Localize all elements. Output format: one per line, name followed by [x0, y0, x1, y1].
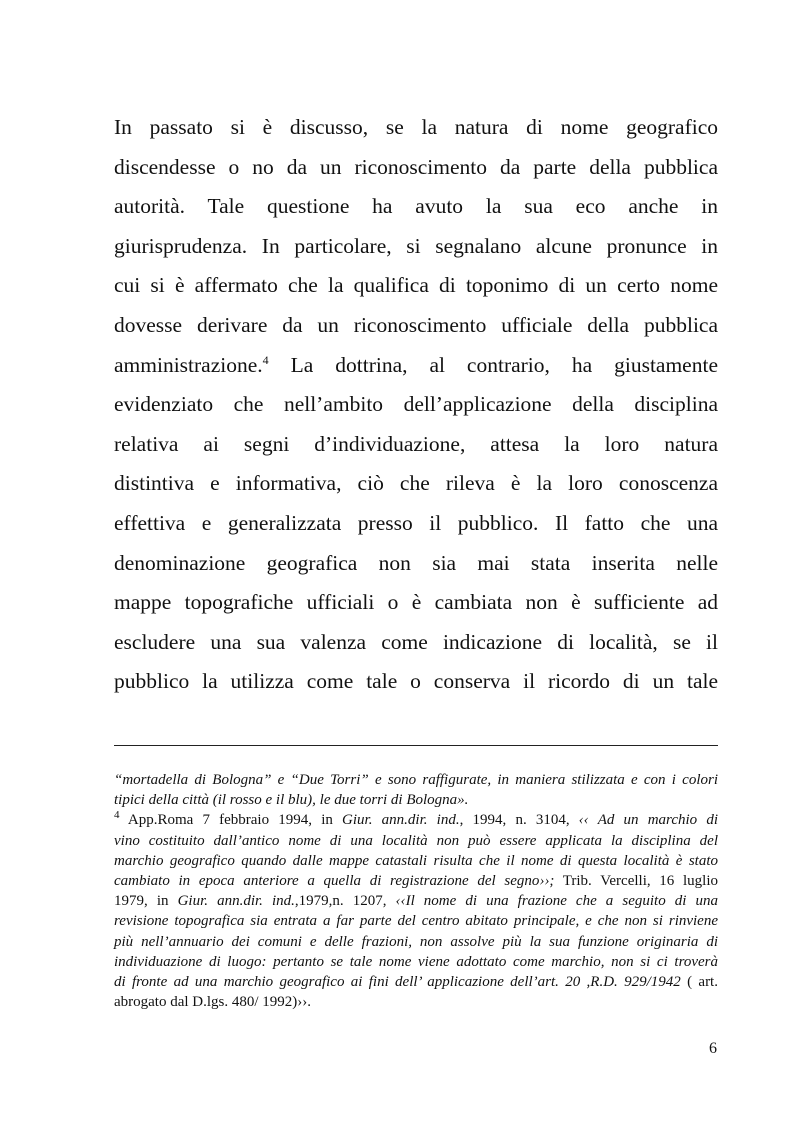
body-line: giurisprudenza. In particolare, si segnalano alcune pronunce in — [114, 233, 718, 258]
body-line: mappe topografiche ufficiali o è cambiata non è sufficiente ad — [114, 590, 718, 615]
footnote-continuation-line — [114, 790, 718, 810]
footnote-text: , 1994, n. 3104, — [459, 812, 579, 829]
body-line: denominazione geografica non sia mai stata inserita nelle — [114, 550, 718, 575]
body-line: discendesse o no da un riconoscimento da parte della pubblica — [114, 154, 718, 179]
footnote-citation: Giur. ann.dir. ind. — [177, 893, 295, 910]
footnote-4-line — [114, 851, 718, 871]
footnote-text: App.Roma 7 febbraio 1994, in — [127, 812, 343, 829]
footnote-quote: ‹‹Il nome di una frazione che a seguito di una — [395, 893, 719, 910]
footnote-4-line — [114, 972, 718, 992]
footnote-4-line — [114, 952, 718, 972]
footnote-4-line — [114, 932, 718, 952]
footnote-text: “mortadella di Bologna” e “Due Torri” e sono raffigurate, in maniera stilizzata e con i colori — [114, 772, 718, 788]
footnote-quote: marchio geografico quando dalle mappe catastali risulta che il nome di questa località è stato — [114, 852, 718, 869]
footnote-text: Trib. Vercelli, 16 luglio — [554, 872, 718, 889]
body-line: evidenziato che nell’ambito dell’applicazione della disciplina — [114, 392, 718, 417]
footnote-quote: revisione topografica sia entrata a far parte del centro abitato principale, e che non si rinviene — [114, 913, 718, 930]
footnote-text: ( art. — [680, 973, 718, 990]
footnote-quote: di fronte ad una marchio geografico ai fini dell’ applicazione dell’art. 20 ,R.D. 929/1942 — [114, 973, 681, 990]
footnote-text: abrogato dal D.lgs. 480/ 1992)››. — [114, 994, 312, 1011]
footnote-4-line — [114, 891, 718, 911]
footnote-citation: Giur. ann.dir. ind. — [342, 812, 460, 829]
footnote-text: tipici della città (il rosso e il blu), le due torri di Bologna». — [114, 792, 469, 809]
footnote-text: 1979, in — [114, 893, 178, 910]
footnote-number: 4 — [114, 809, 120, 822]
footnotes — [114, 770, 718, 1012]
body-line: distintiva e informativa, ciò che rileva è la loro conoscenza — [114, 471, 718, 496]
body-line — [114, 346, 718, 386]
footnote-separator — [114, 745, 718, 746]
page-number: 6 — [709, 1040, 717, 1057]
body-line: In passato si è discusso, se la natura di nome geografico — [114, 115, 718, 139]
footnote-4-line — [114, 871, 718, 891]
body-line: effettiva e generalizzata presso il pubblico. Il fatto che una — [114, 510, 718, 535]
footnote-reference[interactable]: 4 — [262, 352, 269, 367]
body-text — [114, 108, 718, 702]
footnote-4-line — [114, 810, 718, 830]
footnote-quote: cambiato in epoca anteriore a quella di registrazione del segno››; — [114, 872, 555, 889]
footnote-text: ,1979,n. 1207, — [294, 893, 396, 910]
footnote-continuation-line — [114, 770, 718, 790]
footnote-quote: vino costituito dall’antico nome di una località non può essere applicata la disciplina del — [114, 832, 718, 849]
body-line: cui si è affermato che la qualifica di toponimo di un certo nome — [114, 273, 718, 298]
body-line: relativa ai segni d’individuazione, attesa la loro natura — [114, 431, 718, 456]
body-line: escludere una sua valenza come indicazione di località, se il — [114, 629, 718, 654]
footnote-quote: ‹‹ Ad un marchio di — [578, 812, 718, 829]
footnote-4-line — [114, 992, 718, 1012]
footnote-4-line — [114, 911, 718, 931]
body-line: dovesse derivare da un riconoscimento ufficiale della pubblica — [114, 312, 718, 337]
footnote-quote: individuazione di luogo: pertanto se tale nome viene adottato come marchio, non si ci troverà — [114, 953, 718, 970]
body-line-segment: La dottrina, al contrario, ha giustamente — [290, 352, 718, 377]
footnote-4-line — [114, 831, 718, 851]
footnote-quote: più nell’annuario dei comuni e delle frazioni, non assolve più la sua funzione originaria di — [114, 933, 718, 950]
body-line-segment: amministrazione. — [114, 352, 263, 377]
body-line: pubblico la utilizza come tale o conserva il ricordo di un tale — [114, 669, 718, 694]
body-line: autorità. Tale questione ha avuto la sua eco anche in — [114, 194, 718, 219]
